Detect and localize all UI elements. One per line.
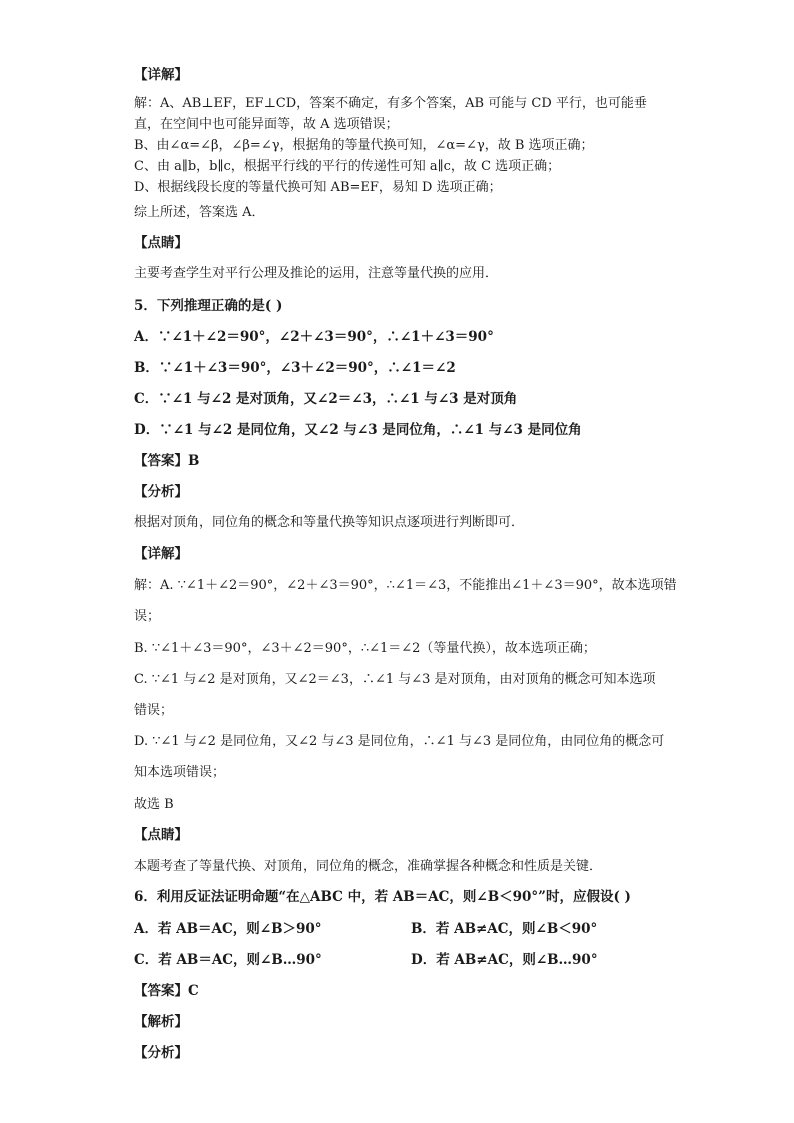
question-6-answer: 【答案】C [134,983,199,999]
detail-line: D. ∵∠1 与∠2 是同位角，又∠2 与∠3 是同位角，∴∠1 与∠3 是同位角，由同位角的概念可 [134,734,665,749]
detail-line: C. ∵∠1 与∠2 是对顶角，又∠2＝∠3，∴∠1 与∠3 是对顶角，由对顶角的概念可知本选项 [134,672,656,687]
detail-line: 故选 B [134,797,174,812]
comment-text: 本题考查了等量代换、对顶角，同位角的概念，准确掌握各种概念和性质是关键． [134,859,603,874]
analysis-heading: 【分析】 [134,484,188,500]
analysis-heading: 【分析】 [134,1045,188,1061]
detail-heading: 【详解】 [134,67,188,83]
question-5-option-b: B．∵∠1＋∠3＝90°，∠3＋∠2＝90°，∴∠1＝∠2 [134,360,456,376]
question-5-stem: 5．下列推理正确的是( ) [134,298,283,314]
question-5-option-d: D．∵∠1 与∠2 是同位角，又∠2 与∠3 是同位角，∴∠1 与∠3 是同位角 [134,422,582,438]
solution-line: 直，在空间中也可能异面等，故 A 选项错误； [134,117,399,132]
question-5-option-c: C．∵∠1 与∠2 是对顶角，又∠2＝∠3，∴∠1 与∠3 是对顶角 [134,391,518,407]
detail-line: B. ∵∠1＋∠3＝90°，∠3＋∠2＝90°，∴∠1＝∠2（等量代换），故本选项正确； [134,641,596,656]
solution-line: B、由∠α=∠β，∠β=∠γ，根据角的等量代换可知，∠α=∠γ，故 B 选项正确； [134,138,594,153]
solution-line: D、根据线段长度的等量代换可知 AB=EF，易知 D 选项正确； [134,180,502,195]
comment-text: 主要考查学生对平行公理及推论的运用，注意等量代换的应用． [134,266,499,281]
question-5-answer: 【答案】B [134,453,200,469]
detail-line: 误； [134,609,161,624]
comment-heading: 【点睛】 [134,235,188,251]
question-6-option-d: D．若 AB≠AC，则∠B…90° [411,952,598,968]
solution-line: 解：A、AB⊥EF，EF⊥CD，答案不确定，有多个答案，AB 可能与 CD 平行，也可能垂 [134,96,647,111]
explain-heading: 【解析】 [134,1014,188,1030]
detail-line: 错误； [134,703,174,718]
question-6-option-c: C．若 AB＝AC，则∠B…90° [134,952,322,968]
analysis-text: 根据对顶角，同位角的概念和等量代换等知识点逐项进行判断即可． [134,515,525,530]
solution-line: 综上所述，答案选 A． [134,205,265,220]
detail-line: 解：A. ∵∠1＋∠2＝90°，∠2＋∠3＝90°，∴∠1＝∠3，不能推出∠1＋∠3＝90°，故本选项错 [134,578,677,593]
comment-heading: 【点睛】 [134,827,188,843]
question-6-option-a: A．若 AB＝AC，则∠B＞90° [134,921,322,937]
question-5-option-a: A．∵∠1＋∠2＝90°，∠2＋∠3＝90°，∴∠1＋∠3＝90° [134,329,494,345]
detail-heading: 【详解】 [134,546,188,562]
solution-line: C、由 a∥b，b∥c，根据平行线的平行的传递性可知 a∥c，故 C 选项正确； [134,159,561,174]
question-6-option-b: B．若 AB≠AC，则∠B＜90° [411,921,598,937]
question-6-stem: 6．利用反证法证明命题“在△ABC 中，若 AB＝AC，则∠B＜90°”时，应假设( ) [134,889,631,905]
detail-line: 知本选项错误； [134,765,226,780]
